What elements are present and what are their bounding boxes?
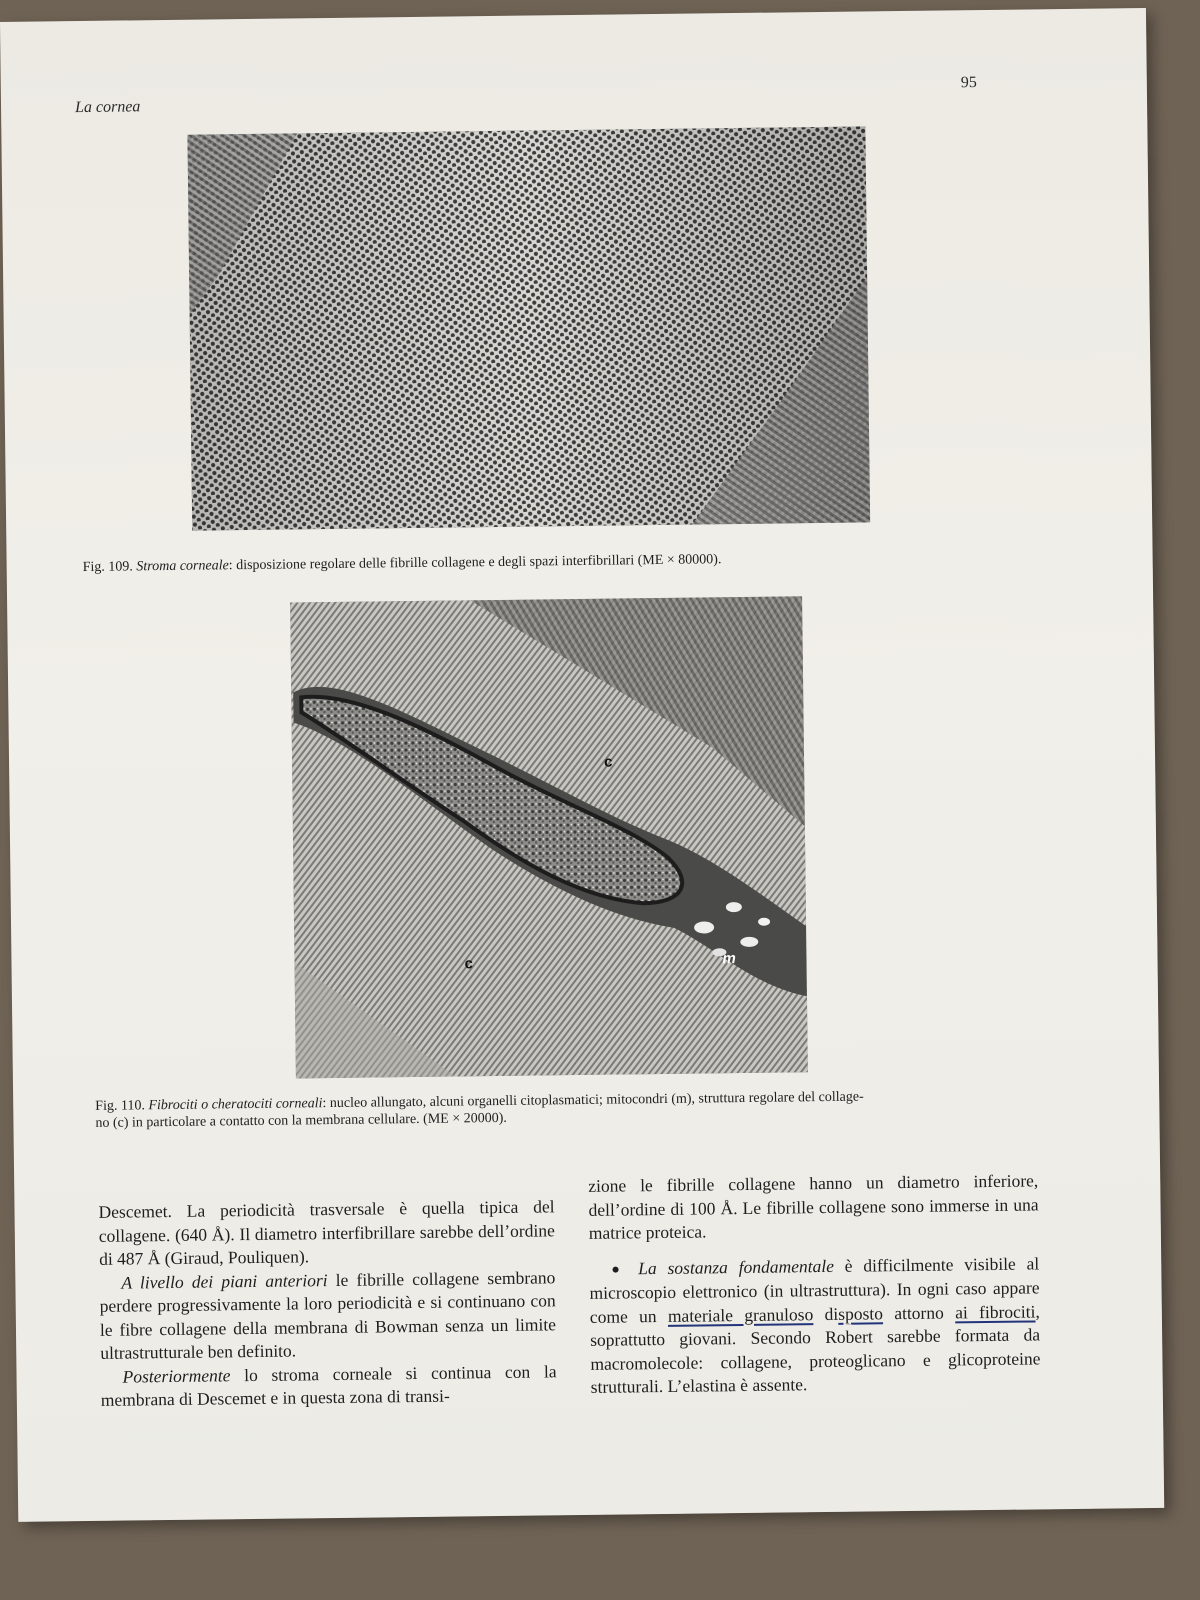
left-paragraph-2 — [99, 1266, 556, 1366]
right-paragraph-2-d: , soprattutto giovani. Secondo Robert sarebbe formata da macromolecole: collagene, proteoglicano e glicoproteine strutturali. L’elastina è assente. — [590, 1300, 1041, 1397]
underlined-fibrocytes: ai fibrociti — [954, 1300, 1036, 1322]
figure-110-micrograph — [290, 596, 808, 1078]
right-paragraph-1: zione le fibrille collagene hanno un diametro inferiore, dell’ordine di 100 Å. Le fibrille collagene sono immerse in una matrice proteica. — [588, 1170, 1039, 1243]
figure-109-text: : disposizione regolare delle fibrille collagene e degli spazi interfibrillari (ME × 80000). — [228, 552, 722, 574]
underlined-granular-material: materiale granuloso — [667, 1303, 814, 1326]
label-c-upper: c — [603, 753, 613, 771]
page-number: 95 — [960, 74, 977, 92]
figure-110-text: : nucleo allungato, alcuni organelli citoplasmatici; mitocondri (m), struttura regolare del collage- — [322, 1089, 864, 1112]
left-paragraph-3-text: lo stroma corneale si continua con la membrana di Descemet e in questa zona di transi- — [100, 1360, 557, 1410]
left-paragraph-2-text: le fibrille collagene sembrano perdere progressivamente la loro periodicità e si continuano con le fibre collagene della membrana di Bowman senza un limite ultrastrutturale ben definito. — [99, 1266, 557, 1363]
figure-110-number: Fig. 110. — [95, 1098, 145, 1114]
left-paragraph-1: Descemet. La periodicità trasversale è quella tipica del collagene. (640 Å). Il diametro interfibrillare sarebbe dell’ordine di 487 Å (Giraud, Pouliquen). — [98, 1196, 555, 1269]
label-c-lower: c — [464, 955, 473, 973]
left-paragraph-3 — [100, 1360, 557, 1413]
label-m: m — [722, 950, 736, 968]
right-column — [588, 1169, 1041, 1399]
right-paragraph-2-b: di — [813, 1303, 839, 1324]
right-paragraph-2-c: attorno — [882, 1301, 956, 1323]
right-paragraph-2-a: è difficilmente visibile al microscopio elettronico (in ultrastruttura). In ogni caso appare come un — [589, 1252, 1040, 1327]
book-page — [0, 8, 1164, 1522]
figure-110-title: Fibrociti o cheratociti corneali — [148, 1096, 323, 1114]
figure-109-title: Stroma corneale — [136, 558, 229, 575]
figure-109-caption — [83, 547, 1073, 576]
right-paragraph-2 — [589, 1252, 1041, 1399]
posteriorly-emphasis: Posteriormente — [122, 1364, 231, 1387]
ground-substance-emphasis: La sostanza fondamentale — [638, 1255, 835, 1278]
bullet-icon: ● — [611, 1261, 627, 1278]
figure-110-caption — [95, 1086, 1085, 1132]
figure-109-micrograph — [187, 126, 870, 530]
underlined-sposto: sposto — [838, 1302, 884, 1324]
anterior-planes-emphasis: A livello dei piani anteriori — [121, 1269, 328, 1293]
left-column — [98, 1195, 557, 1412]
figure-110-text-line2: no (c) in particolare a contatto con la membrana cellulare. (ME × 20000). — [95, 1110, 507, 1131]
figure-109-number: Fig. 109. — [82, 559, 133, 576]
running-head: La cornea — [74, 98, 141, 117]
